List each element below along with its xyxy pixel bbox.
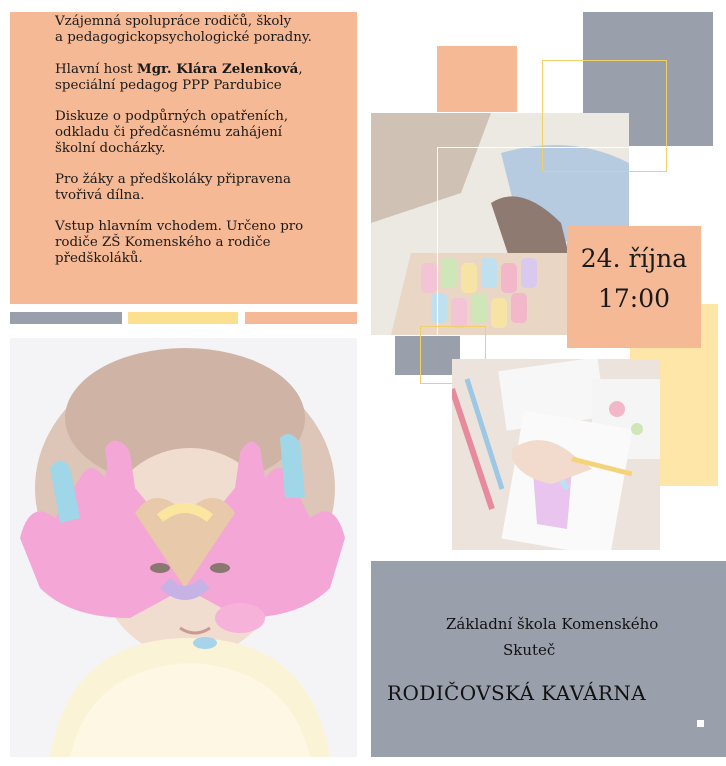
stripe-peach <box>245 312 357 324</box>
event-time: 17:00 <box>597 284 671 313</box>
corner-handle-mark <box>697 720 704 727</box>
child-hands-illustration <box>10 338 357 757</box>
info-paragraph-host: Hlavní host Mgr. Klára Zelenková, speciální pedagog PPP Pardubice <box>55 61 303 93</box>
info-paragraph-cooperation: Vzájemná spolupráce rodičů, školy a pedagogickopsychologické poradny. <box>55 14 312 45</box>
info-paragraph-entry: Vstup hlavním vchodem. Určeno pro rodiče ZŠ Komenského a rodiče předškoláků. <box>55 219 304 266</box>
stripe-gray <box>10 312 122 324</box>
info-panel <box>10 12 357 304</box>
drawing-illustration <box>452 359 660 550</box>
stripe-yellow <box>128 312 238 324</box>
decor-peach-square <box>437 46 517 112</box>
child-hands-photo <box>10 338 357 757</box>
info-paragraph-discussion: Diskuze o podpůrných opatřeních, odkladu či předčasnému zahájení školní docházky. <box>55 109 289 156</box>
school-name: Základní škola Komenského <box>446 615 659 633</box>
info-paragraph-workshop: Pro žáky a předškoláky připravena tvořivá dílna. <box>55 172 291 203</box>
school-town: Skuteč <box>503 641 556 659</box>
event-date: 24. října <box>580 244 688 273</box>
host-name: Mgr. Klára Zelenková <box>136 61 299 77</box>
event-title: RODIČOVSKÁ KAVÁRNA <box>387 681 647 705</box>
drawing-photo <box>452 359 660 550</box>
date-time-box <box>567 226 701 348</box>
